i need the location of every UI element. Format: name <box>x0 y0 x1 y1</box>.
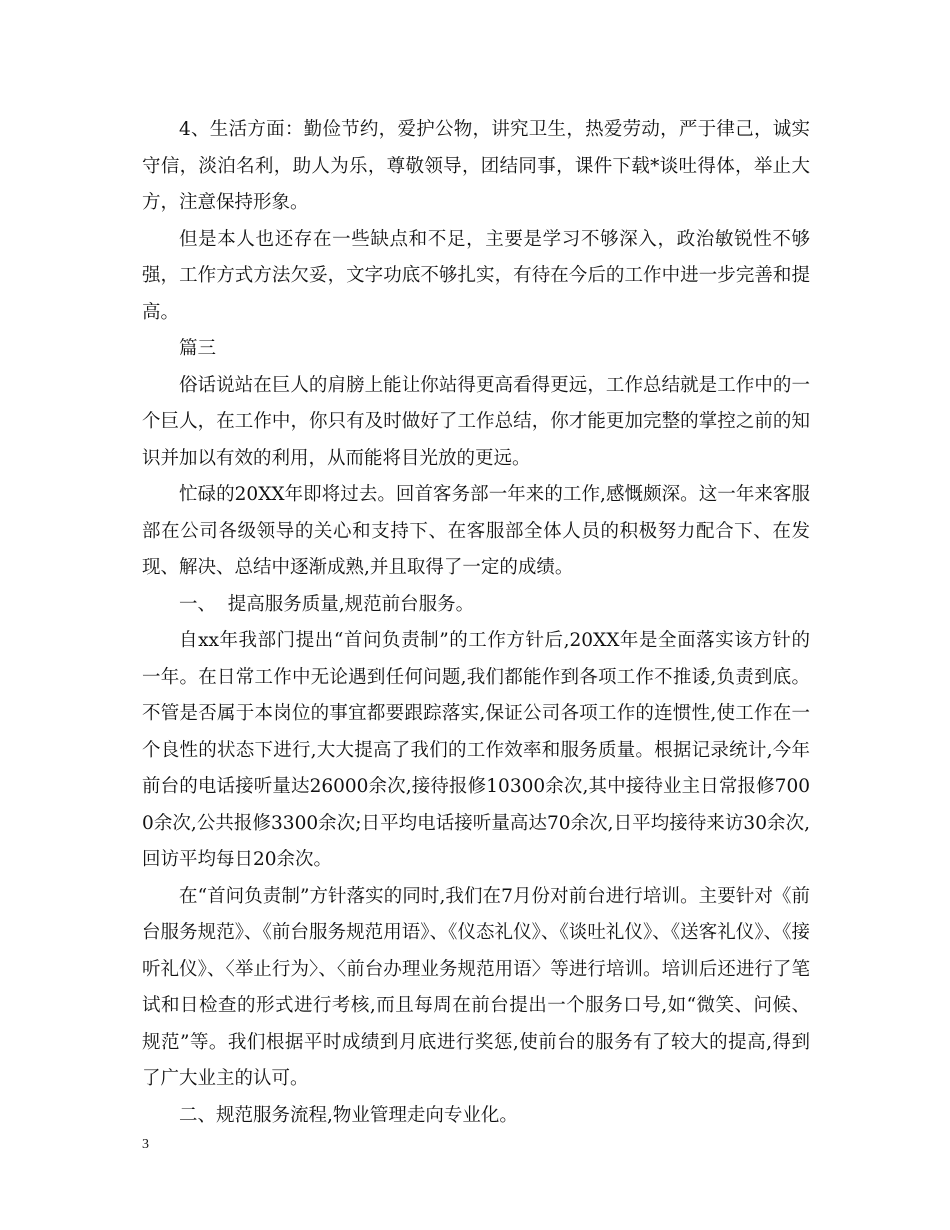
paragraph-year-review: 忙碌的20XX年即将过去。回首客务部一年来的工作,感慨颇深。这一年来客服部在公司各级领导的关心和支持下、在客服部全体人员的积极努力配合下、在发现、解决、总结中逐渐成熟,并且取得了一定的成绩。 <box>142 484 810 578</box>
heading-service-quality: 一、 提高服务质量,规范前台服务。 <box>179 593 475 615</box>
paragraph-giant-shoulders: 俗话说站在巨人的肩膀上能让你站得更高看得更远，工作总结就是工作中的一个巨人，在工作中，你只有及时做好了工作总结，你才能更加完整的掌控之前的知识并加以有效的利用，从而能将目光放的更远。 <box>142 374 810 469</box>
paragraph-first-inquiry-policy: 自xx年我部门提出“首问负责制”的工作方针后,20XX年是全面落实该方针的一年。在日常工作中无论遇到任何问题,我们都能作到各项工作不推诿,负责到底。不管是否属于本岗位的事宜都要跟踪落实,保证公司各项工作的连惯性,使工作在一个良性的状态下进行,大大提高了我们的工作效率和服务质量。根据记录统计,今年前台的电话接听量达26000余次,接待报修10300余次,其中接待业主日常报修7000余次,公共报修3300余次;日平均电话接听量高达70余次,日平均接待来访30余次,回访平均每日20余次。 <box>142 630 810 870</box>
document-body <box>142 112 810 1134</box>
paragraph-life-aspect: 4、生活方面：勤俭节约，爱护公物，讲究卫生，热爱劳动，严于律己，诚实守信，淡泊名利，助人为乐，尊敬领导，团结同事，课件下载*谈吐得体，举止大方，注意保持形象。 <box>142 119 810 213</box>
heading-service-process: 二、规范服务流程,物业管理走向专业化。 <box>179 1104 518 1126</box>
page-number: 3 <box>142 1137 149 1152</box>
section-heading-part-three: 篇三 <box>179 338 217 359</box>
paragraph-shortcomings: 但是本人也还存在一些缺点和不足，主要是学习不够深入，政治敏锐性不够强，工作方式方法欠妥，文字功底不够扎实，有待在今后的工作中进一步完善和提高。 <box>142 228 810 323</box>
paragraph-front-desk-training: 在“首问负责制”方针落实的同时,我们在7月份对前台进行培训。主要针对《前台服务规范》、《前台服务规范用语》、《仪态礼仪》、《谈吐礼仪》、《送客礼仪》、《接听礼仪》、〈举止行为〉、〈前台办理业务规范用语〉等进行培训。培训后还进行了笔试和日检查的形式进行考核,而且每周在前台提出一个服务口号,如“微笑、问候、规范”等。我们根据平时成绩到月底进行奖惩,使前台的服务有了较大的提高,得到了广大业主的认可。 <box>142 885 810 1089</box>
